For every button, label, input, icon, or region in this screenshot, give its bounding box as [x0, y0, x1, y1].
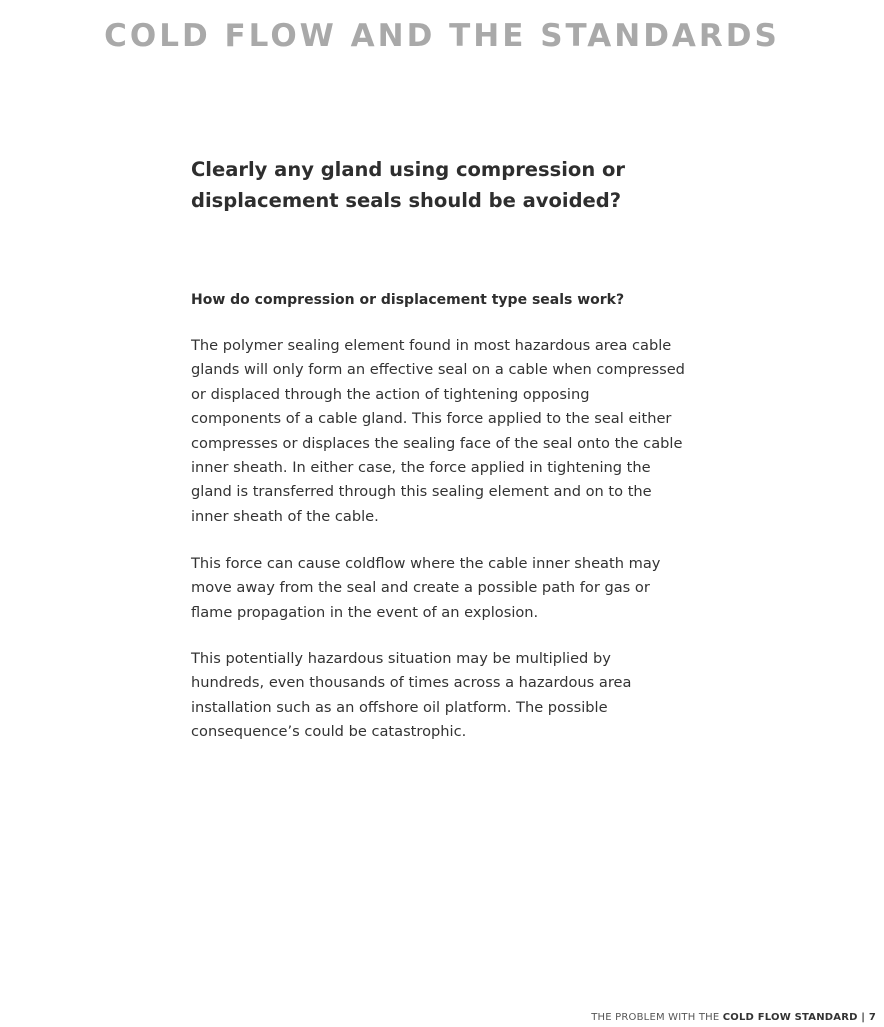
question-heading: [191, 154, 711, 216]
footer-prefix: THE PROBLEM WITH THE: [591, 1012, 723, 1023]
section-subheading: How do compression or displacement type seals work?: [191, 292, 625, 308]
page-footer: [591, 1011, 876, 1025]
body-paragraph: [191, 552, 711, 625]
body-paragraph: [191, 647, 711, 745]
paragraph-line: inner sheath. In either case, the force applied in tightening the: [191, 459, 651, 477]
paragraph-line: This potentially hazardous situation may be multiplied by: [191, 650, 611, 667]
paragraph-line: move away from the seal and create a possible path for gas or: [191, 579, 650, 597]
paragraph-line: components of a cable gland. This force applied to the seal either: [191, 410, 672, 428]
paragraph-line: glands will only form an effective seal on a cable when compressed: [191, 361, 685, 379]
page-number: 7: [868, 1012, 876, 1023]
question-block: [191, 154, 711, 216]
footer-title: COLD FLOW STANDARD: [722, 1012, 858, 1023]
paragraph-line: gland is transferred through this sealing element and on to the: [191, 483, 652, 501]
body-paragraph: [191, 334, 711, 529]
paragraph-line: flame propagation in the event of an explosion.: [191, 603, 539, 621]
paragraph-line: consequence’s could be catastrophic.: [191, 723, 467, 741]
paragraph-line: inner sheath of the cable.: [191, 507, 379, 525]
question-line: Clearly any gland using compression or: [191, 158, 626, 181]
paragraph-line: compresses or displaces the sealing face of the seal onto the cable: [191, 434, 683, 452]
paragraph-line: hundreds, even thousands of times across a hazardous area: [191, 674, 632, 692]
page-title: COLD FLOW AND THE STANDARDS: [104, 18, 780, 54]
paragraph-line: installation such as an offshore oil platform. The possible: [191, 698, 608, 716]
footer-separator: |: [857, 1012, 869, 1023]
question-line: displacement seals should be avoided?: [191, 189, 622, 212]
paragraph-line: or displaced through the action of tightening opposing: [191, 385, 590, 403]
paragraph-line: This force can cause coldflow where the cable inner sheath may: [191, 555, 661, 572]
paragraph-line: The polymer sealing element found in most hazardous area cable: [191, 337, 672, 354]
